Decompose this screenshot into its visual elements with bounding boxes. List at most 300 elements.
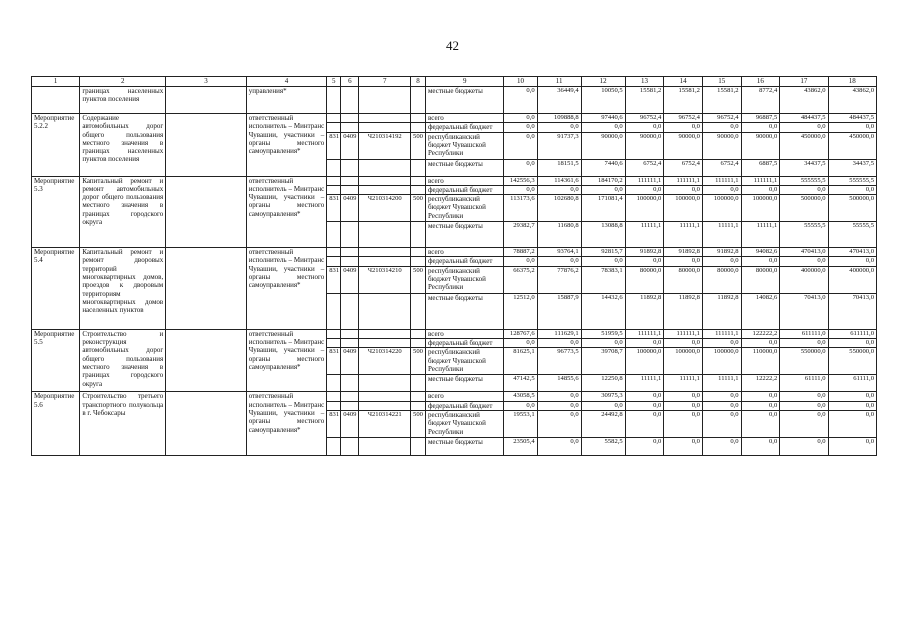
empty-cell bbox=[166, 329, 247, 392]
funding-source-cell: федеральный бюджет bbox=[426, 257, 504, 266]
value-cell: 14432,6 bbox=[581, 293, 625, 329]
value-cell: 100000,0 bbox=[625, 195, 664, 222]
value-cell: 11680,8 bbox=[537, 222, 581, 248]
code-cell bbox=[359, 375, 411, 392]
code-cell bbox=[341, 123, 359, 132]
value-cell: 11892,8 bbox=[625, 293, 664, 329]
value-cell: 47142,5 bbox=[504, 375, 537, 392]
value-cell: 0,0 bbox=[664, 123, 703, 132]
value-cell: 0,0 bbox=[504, 339, 537, 348]
value-cell: 0,0 bbox=[780, 437, 828, 455]
value-cell: 24492,8 bbox=[581, 410, 625, 437]
code-cell bbox=[341, 437, 359, 455]
value-cell: 555555,5 bbox=[780, 176, 828, 185]
value-cell: 0,0 bbox=[702, 185, 741, 194]
value-cell: 78887,2 bbox=[504, 248, 537, 257]
value-cell: 6752,4 bbox=[625, 159, 664, 176]
value-cell: 400000,0 bbox=[828, 266, 876, 293]
value-cell: 91892,8 bbox=[625, 248, 664, 257]
table-row bbox=[32, 87, 877, 114]
code-cell bbox=[327, 293, 341, 329]
value-cell: 0,0 bbox=[828, 257, 876, 266]
code-cell bbox=[359, 248, 411, 257]
value-cell: 81625,1 bbox=[504, 348, 537, 375]
code-cell bbox=[359, 437, 411, 455]
value-cell: 111111,1 bbox=[664, 176, 703, 185]
budget-table bbox=[31, 76, 877, 456]
value-cell: 484437,5 bbox=[828, 114, 876, 123]
code-cell: Ч210314221 bbox=[359, 410, 411, 437]
value-cell: 0,0 bbox=[702, 437, 741, 455]
value-cell: 122222,2 bbox=[741, 329, 780, 338]
value-cell: 39708,7 bbox=[581, 348, 625, 375]
value-cell: 110000,0 bbox=[741, 348, 780, 375]
funding-source-cell: федеральный бюджет bbox=[426, 185, 504, 194]
code-cell bbox=[359, 87, 411, 114]
value-cell: 34437,5 bbox=[828, 159, 876, 176]
code-cell bbox=[359, 185, 411, 194]
funding-source-cell: республиканский бюджет Чувашской Республики bbox=[426, 132, 504, 159]
value-cell: 0,0 bbox=[625, 257, 664, 266]
value-cell: 0,0 bbox=[581, 185, 625, 194]
value-cell: 90000,0 bbox=[581, 132, 625, 159]
funding-source-cell: местные бюджеты bbox=[426, 437, 504, 455]
value-cell: 128767,6 bbox=[504, 329, 537, 338]
value-cell: 80000,0 bbox=[702, 266, 741, 293]
event-id-cell: Мероприятие 5.3 bbox=[32, 176, 80, 248]
value-cell: 184170,2 bbox=[581, 176, 625, 185]
value-cell: 111111,1 bbox=[664, 329, 703, 338]
header-row bbox=[32, 77, 877, 87]
value-cell: 0,0 bbox=[780, 185, 828, 194]
value-cell: 12250,8 bbox=[581, 375, 625, 392]
value-cell: 11892,8 bbox=[702, 293, 741, 329]
value-cell: 0,0 bbox=[780, 401, 828, 410]
value-cell: 0,0 bbox=[741, 339, 780, 348]
value-cell: 14082,6 bbox=[741, 293, 780, 329]
value-cell: 113173,6 bbox=[504, 195, 537, 222]
value-cell: 0,0 bbox=[702, 123, 741, 132]
value-cell: 0,0 bbox=[537, 401, 581, 410]
value-cell: 90000,0 bbox=[664, 132, 703, 159]
code-cell bbox=[410, 114, 425, 123]
value-cell: 90000,0 bbox=[702, 132, 741, 159]
value-cell: 15581,2 bbox=[625, 87, 664, 114]
table-row bbox=[32, 114, 877, 123]
value-cell: 11111,1 bbox=[625, 375, 664, 392]
event-id-cell: Мероприятие 5.6 bbox=[32, 392, 80, 456]
value-cell: 96773,5 bbox=[537, 348, 581, 375]
column-header: 5 bbox=[327, 77, 341, 87]
code-cell: 500 bbox=[410, 266, 425, 293]
responsible-cell: ответственный исполнитель – Минтранс Чувашии, участники – органы местного самоуправления* bbox=[246, 392, 327, 456]
funding-source-cell: всего bbox=[426, 176, 504, 185]
column-header: 6 bbox=[341, 77, 359, 87]
value-cell: 90000,0 bbox=[741, 132, 780, 159]
funding-source-cell: местные бюджеты bbox=[426, 87, 504, 114]
value-cell: 11111,1 bbox=[702, 222, 741, 248]
column-header: 1 bbox=[32, 77, 80, 87]
code-cell bbox=[410, 185, 425, 194]
column-header: 17 bbox=[780, 77, 828, 87]
value-cell: 100000,0 bbox=[664, 195, 703, 222]
funding-source-cell: местные бюджеты bbox=[426, 222, 504, 248]
code-cell bbox=[341, 329, 359, 338]
code-cell bbox=[410, 339, 425, 348]
value-cell: 142556,3 bbox=[504, 176, 537, 185]
code-cell bbox=[327, 114, 341, 123]
value-cell: 0,0 bbox=[537, 339, 581, 348]
code-cell: Ч210314220 bbox=[359, 348, 411, 375]
code-cell: 500 bbox=[410, 195, 425, 222]
value-cell: 18151,5 bbox=[537, 159, 581, 176]
code-cell bbox=[327, 401, 341, 410]
code-cell bbox=[327, 248, 341, 257]
value-cell: 0,0 bbox=[504, 159, 537, 176]
value-cell: 0,0 bbox=[828, 437, 876, 455]
funding-source-cell: всего bbox=[426, 392, 504, 401]
code-cell: 500 bbox=[410, 410, 425, 437]
value-cell: 11892,8 bbox=[664, 293, 703, 329]
value-cell: 500000,0 bbox=[828, 195, 876, 222]
code-cell bbox=[341, 401, 359, 410]
value-cell: 11111,1 bbox=[664, 375, 703, 392]
value-cell: 111111,1 bbox=[625, 329, 664, 338]
funding-source-cell: федеральный бюджет bbox=[426, 123, 504, 132]
value-cell: 6887,5 bbox=[741, 159, 780, 176]
value-cell: 70413,0 bbox=[828, 293, 876, 329]
code-cell bbox=[359, 257, 411, 266]
code-cell bbox=[341, 159, 359, 176]
value-cell: 111629,1 bbox=[537, 329, 581, 338]
empty-cell bbox=[166, 176, 247, 248]
code-cell bbox=[359, 329, 411, 338]
value-cell: 55555,5 bbox=[780, 222, 828, 248]
funding-source-cell: всего bbox=[426, 329, 504, 338]
value-cell: 66375,2 bbox=[504, 266, 537, 293]
value-cell: 0,0 bbox=[581, 257, 625, 266]
event-name-cell: Строительство и реконструкция автомобильных дорог общего пользования местного значения в границах городского округа bbox=[80, 329, 166, 392]
code-cell bbox=[341, 248, 359, 257]
value-cell: 0,0 bbox=[741, 392, 780, 401]
value-cell: 555555,5 bbox=[828, 176, 876, 185]
value-cell: 96752,4 bbox=[702, 114, 741, 123]
value-cell: 96752,4 bbox=[664, 114, 703, 123]
code-cell bbox=[327, 123, 341, 132]
column-header: 18 bbox=[828, 77, 876, 87]
value-cell: 111111,1 bbox=[625, 176, 664, 185]
value-cell: 13088,8 bbox=[581, 222, 625, 248]
code-cell bbox=[327, 185, 341, 194]
value-cell: 470413,0 bbox=[780, 248, 828, 257]
value-cell: 91892,8 bbox=[702, 248, 741, 257]
column-header: 10 bbox=[504, 77, 537, 87]
value-cell: 0,0 bbox=[581, 123, 625, 132]
value-cell: 30975,3 bbox=[581, 392, 625, 401]
code-cell bbox=[359, 293, 411, 329]
value-cell: 6752,4 bbox=[702, 159, 741, 176]
value-cell: 93764,1 bbox=[537, 248, 581, 257]
value-cell: 43862,0 bbox=[828, 87, 876, 114]
value-cell: 96752,4 bbox=[625, 114, 664, 123]
value-cell: 43058,5 bbox=[504, 392, 537, 401]
value-cell: 500000,0 bbox=[780, 195, 828, 222]
funding-source-cell: республиканский бюджет Чувашской Республики bbox=[426, 195, 504, 222]
value-cell: 0,0 bbox=[504, 401, 537, 410]
value-cell: 0,0 bbox=[537, 123, 581, 132]
value-cell: 12512,0 bbox=[504, 293, 537, 329]
code-cell: 831 bbox=[327, 266, 341, 293]
code-cell: 0409 bbox=[341, 266, 359, 293]
value-cell: 0,0 bbox=[780, 392, 828, 401]
value-cell: 19553,1 bbox=[504, 410, 537, 437]
value-cell: 550000,0 bbox=[780, 348, 828, 375]
value-cell: 114361,6 bbox=[537, 176, 581, 185]
code-cell bbox=[341, 392, 359, 401]
column-header: 2 bbox=[80, 77, 166, 87]
value-cell: 0,0 bbox=[664, 392, 703, 401]
code-cell bbox=[359, 123, 411, 132]
table-row bbox=[32, 176, 877, 185]
value-cell: 100000,0 bbox=[702, 348, 741, 375]
column-header: 8 bbox=[410, 77, 425, 87]
value-cell: 14855,6 bbox=[537, 375, 581, 392]
value-cell: 11111,1 bbox=[741, 222, 780, 248]
value-cell: 0,0 bbox=[625, 339, 664, 348]
value-cell: 470413,0 bbox=[828, 248, 876, 257]
value-cell: 0,0 bbox=[581, 339, 625, 348]
code-cell bbox=[359, 114, 411, 123]
value-cell: 7440,6 bbox=[581, 159, 625, 176]
funding-source-cell: местные бюджеты bbox=[426, 375, 504, 392]
code-cell bbox=[410, 401, 425, 410]
code-cell bbox=[327, 176, 341, 185]
value-cell: 611111,0 bbox=[828, 329, 876, 338]
value-cell: 80000,0 bbox=[625, 266, 664, 293]
value-cell: 96887,5 bbox=[741, 114, 780, 123]
value-cell: 0,0 bbox=[702, 339, 741, 348]
value-cell: 55555,5 bbox=[828, 222, 876, 248]
code-cell bbox=[410, 159, 425, 176]
table-row bbox=[32, 329, 877, 338]
code-cell: 0409 bbox=[341, 132, 359, 159]
column-header: 4 bbox=[246, 77, 327, 87]
value-cell: 11111,1 bbox=[664, 222, 703, 248]
page-number: 42 bbox=[446, 38, 459, 53]
value-cell: 6752,4 bbox=[664, 159, 703, 176]
value-cell: 0,0 bbox=[780, 123, 828, 132]
value-cell: 450000,0 bbox=[828, 132, 876, 159]
code-cell bbox=[359, 222, 411, 248]
column-header: 11 bbox=[537, 77, 581, 87]
value-cell: 0,0 bbox=[664, 339, 703, 348]
code-cell bbox=[327, 222, 341, 248]
code-cell bbox=[359, 176, 411, 185]
value-cell: 0,0 bbox=[504, 257, 537, 266]
code-cell bbox=[410, 87, 425, 114]
value-cell: 0,0 bbox=[625, 401, 664, 410]
value-cell: 15581,2 bbox=[702, 87, 741, 114]
value-cell: 5582,5 bbox=[581, 437, 625, 455]
code-cell bbox=[410, 176, 425, 185]
code-cell bbox=[341, 87, 359, 114]
value-cell: 100000,0 bbox=[741, 195, 780, 222]
value-cell: 0,0 bbox=[702, 410, 741, 437]
value-cell: 80000,0 bbox=[664, 266, 703, 293]
event-name-cell: Капитальный ремонт и ремонт дворовых территорий многоквартирных домов, проездов к дворовым территориям многоквартирных домов населенных пунктов bbox=[80, 248, 166, 330]
event-name-cell: Содержание автомобильных дорог общего пользования местного значения в границах населенных пунктов поселения bbox=[80, 114, 166, 177]
empty-cell bbox=[166, 248, 247, 330]
column-header: 7 bbox=[359, 77, 411, 87]
value-cell: 0,0 bbox=[625, 437, 664, 455]
column-header: 13 bbox=[625, 77, 664, 87]
value-cell: 171081,4 bbox=[581, 195, 625, 222]
code-cell bbox=[341, 222, 359, 248]
code-cell bbox=[410, 222, 425, 248]
value-cell: 0,0 bbox=[741, 123, 780, 132]
value-cell: 111111,1 bbox=[741, 176, 780, 185]
event-name-cell: границах населенных пунктов поселения bbox=[80, 87, 166, 114]
value-cell: 102680,8 bbox=[537, 195, 581, 222]
value-cell: 15581,2 bbox=[664, 87, 703, 114]
value-cell: 94082,6 bbox=[741, 248, 780, 257]
responsible-cell: ответственный исполнитель – Минтранс Чувашии, участники – органы местного самоуправления* bbox=[246, 114, 327, 177]
code-cell bbox=[410, 257, 425, 266]
value-cell: 0,0 bbox=[780, 410, 828, 437]
value-cell: 12222,2 bbox=[741, 375, 780, 392]
value-cell: 0,0 bbox=[625, 185, 664, 194]
responsible-cell: ответственный исполнитель – Минтранс Чувашии, участники – органы местного самоуправления* bbox=[246, 176, 327, 248]
value-cell: 0,0 bbox=[828, 339, 876, 348]
value-cell: 611111,0 bbox=[780, 329, 828, 338]
value-cell: 0,0 bbox=[504, 114, 537, 123]
code-cell bbox=[327, 329, 341, 338]
value-cell: 0,0 bbox=[537, 257, 581, 266]
value-cell: 0,0 bbox=[741, 437, 780, 455]
value-cell: 0,0 bbox=[504, 132, 537, 159]
responsible-cell: ответственный исполнитель – Минтранс Чувашии, участники – органы местного самоуправления* bbox=[246, 329, 327, 392]
code-cell bbox=[327, 375, 341, 392]
empty-cell bbox=[166, 114, 247, 177]
value-cell: 0,0 bbox=[780, 339, 828, 348]
funding-source-cell: республиканский бюджет Чувашской Республики bbox=[426, 410, 504, 437]
empty-cell bbox=[166, 392, 247, 456]
value-cell: 111111,1 bbox=[702, 176, 741, 185]
value-cell: 100000,0 bbox=[702, 195, 741, 222]
table-row bbox=[32, 248, 877, 257]
value-cell: 0,0 bbox=[828, 392, 876, 401]
funding-source-cell: всего bbox=[426, 248, 504, 257]
code-cell: 0409 bbox=[341, 410, 359, 437]
value-cell: 78383,1 bbox=[581, 266, 625, 293]
event-id-cell: Мероприятие 5.4 bbox=[32, 248, 80, 330]
value-cell: 23505,4 bbox=[504, 437, 537, 455]
value-cell: 11111,1 bbox=[625, 222, 664, 248]
value-cell: 61111,0 bbox=[828, 375, 876, 392]
value-cell: 100000,0 bbox=[664, 348, 703, 375]
value-cell: 0,0 bbox=[537, 410, 581, 437]
value-cell: 51959,5 bbox=[581, 329, 625, 338]
code-cell bbox=[410, 392, 425, 401]
code-cell: 0409 bbox=[341, 195, 359, 222]
value-cell: 0,0 bbox=[664, 185, 703, 194]
value-cell: 400000,0 bbox=[780, 266, 828, 293]
value-cell: 0,0 bbox=[828, 123, 876, 132]
code-cell bbox=[410, 375, 425, 392]
code-cell: 500 bbox=[410, 348, 425, 375]
value-cell: 0,0 bbox=[702, 401, 741, 410]
code-cell bbox=[327, 392, 341, 401]
value-cell: 34437,5 bbox=[780, 159, 828, 176]
funding-source-cell: местные бюджеты bbox=[426, 293, 504, 329]
code-cell bbox=[341, 375, 359, 392]
code-cell bbox=[359, 401, 411, 410]
value-cell: 0,0 bbox=[504, 87, 537, 114]
value-cell: 80000,0 bbox=[741, 266, 780, 293]
value-cell: 0,0 bbox=[828, 185, 876, 194]
value-cell: 0,0 bbox=[625, 392, 664, 401]
column-header: 12 bbox=[581, 77, 625, 87]
code-cell bbox=[359, 159, 411, 176]
column-header: 3 bbox=[166, 77, 247, 87]
code-cell: 831 bbox=[327, 410, 341, 437]
funding-source-cell: всего bbox=[426, 114, 504, 123]
event-id-cell: Мероприятие 5.2.2 bbox=[32, 114, 80, 177]
code-cell: 831 bbox=[327, 195, 341, 222]
value-cell: 484437,5 bbox=[780, 114, 828, 123]
code-cell bbox=[359, 339, 411, 348]
value-cell: 550000,0 bbox=[828, 348, 876, 375]
column-header: 16 bbox=[741, 77, 780, 87]
value-cell: 0,0 bbox=[664, 257, 703, 266]
funding-source-cell: федеральный бюджет bbox=[426, 401, 504, 410]
responsible-cell: управления* bbox=[246, 87, 327, 114]
code-cell bbox=[341, 185, 359, 194]
value-cell: 10050,5 bbox=[581, 87, 625, 114]
code-cell bbox=[410, 123, 425, 132]
column-header: 9 bbox=[426, 77, 504, 87]
value-cell: 29382,7 bbox=[504, 222, 537, 248]
value-cell: 8772,4 bbox=[741, 87, 780, 114]
code-cell bbox=[327, 437, 341, 455]
code-cell bbox=[341, 339, 359, 348]
value-cell: 77876,2 bbox=[537, 266, 581, 293]
code-cell bbox=[341, 293, 359, 329]
value-cell: 91737,3 bbox=[537, 132, 581, 159]
code-cell bbox=[327, 159, 341, 176]
value-cell: 0,0 bbox=[537, 437, 581, 455]
value-cell: 0,0 bbox=[664, 410, 703, 437]
value-cell: 0,0 bbox=[581, 401, 625, 410]
funding-source-cell: республиканский бюджет Чувашской Республики bbox=[426, 348, 504, 375]
value-cell: 91892,8 bbox=[664, 248, 703, 257]
column-header: 14 bbox=[664, 77, 703, 87]
code-cell: Ч210314200 bbox=[359, 195, 411, 222]
value-cell: 70413,0 bbox=[780, 293, 828, 329]
value-cell: 0,0 bbox=[741, 410, 780, 437]
event-id-cell: Мероприятие 5.5 bbox=[32, 329, 80, 392]
code-cell: Ч210314210 bbox=[359, 266, 411, 293]
code-cell bbox=[327, 257, 341, 266]
value-cell: 0,0 bbox=[504, 123, 537, 132]
value-cell: 0,0 bbox=[537, 185, 581, 194]
value-cell: 90000,0 bbox=[625, 132, 664, 159]
value-cell: 36449,4 bbox=[537, 87, 581, 114]
table-body bbox=[32, 87, 877, 456]
code-cell: 500 bbox=[410, 132, 425, 159]
funding-source-cell: республиканский бюджет Чувашской Республики bbox=[426, 266, 504, 293]
code-cell bbox=[327, 87, 341, 114]
